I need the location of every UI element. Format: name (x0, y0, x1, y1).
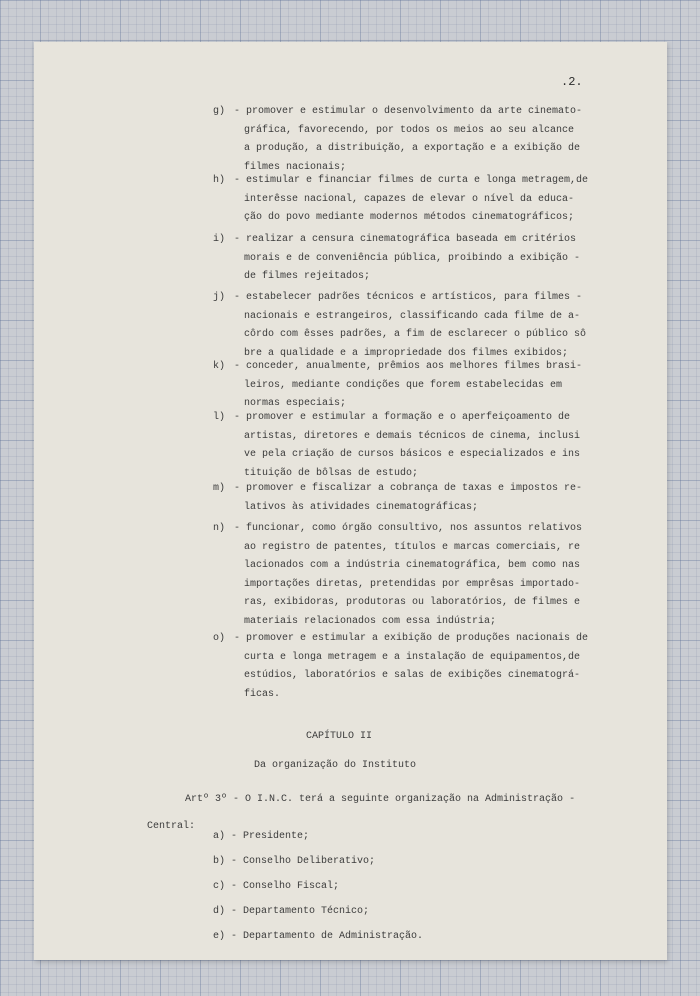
item-line: artistas, diretores e demais técnicos de cinema, inclusi (244, 430, 581, 442)
item-line: ve pela criação de cursos básicos e especializados e ins (244, 449, 581, 461)
item-line: lacionados com a indústria cinematográfica, bem como nas (244, 560, 581, 572)
item-line: tituição de bôlsas de estudo; (244, 467, 419, 479)
item-line: leiros, mediante condições que forem estabelecidas em (244, 379, 563, 391)
sub-item (213, 881, 339, 892)
chapter-subtitle: Da organização do Instituto (254, 760, 417, 771)
item-line: - realizar a censura cinematográfica baseada em critérios (234, 234, 577, 245)
item-line: importações diretas, pretendidas por emprêsas importado- (244, 578, 581, 590)
sub-item-letter: b) (213, 856, 226, 867)
item-letter: h) (213, 175, 226, 186)
sub-item (213, 856, 375, 867)
item-line: gráfica, favorecendo, por todos os meios ao seu alcance (244, 124, 575, 136)
item-line: - funcionar, como órgão consultivo, nos assuntos relativos (234, 523, 583, 534)
item-letter: k) (213, 361, 226, 372)
sub-item-letter: c) (213, 881, 226, 892)
item-line: filmes nacionais; (244, 161, 347, 173)
item-letter: o) (213, 633, 226, 644)
sub-item-text: - Conselho Deliberativo; (231, 856, 376, 867)
item-line: curta e longa metragem e a instalação de equipamentos,de (244, 651, 581, 663)
item-line: ficas. (244, 688, 281, 700)
item-letter: i) (213, 234, 226, 245)
item-line: ras, exibidoras, produtoras ou laboratórios, de filmes e (244, 597, 581, 609)
article-line-2: Central: (147, 821, 196, 832)
sub-item-text: - Departamento Técnico; (231, 906, 370, 917)
item-letter: j) (213, 292, 226, 303)
sub-item (213, 831, 309, 842)
item-line: normas especiais; (244, 398, 347, 410)
item-line: ção do povo mediante modernos métodos cinematográficos; (244, 212, 575, 224)
sub-item-text: - Presidente; (231, 831, 310, 842)
sub-item-letter: e) (213, 931, 226, 942)
sub-item-letter: d) (213, 906, 226, 917)
item-line: - promover e estimular a exibição de produções nacionais de (234, 633, 589, 644)
item-letter: n) (213, 523, 226, 534)
item-line: lativos às atividades cinematográficas; (244, 501, 479, 513)
item-line: - promover e estimular a formação e o aperfeiçoamento de (234, 412, 571, 423)
chapter-title: CAPÍTULO II (306, 731, 373, 742)
sub-item-letter: a) (213, 831, 226, 842)
item-line: nacionais e estrangeiros, classificando cada filme de a- (244, 310, 581, 322)
sub-item-text: - Conselho Fiscal; (231, 881, 340, 892)
document-page (34, 42, 667, 960)
item-line: materiais relacionados com essa indústria; (244, 616, 497, 627)
item-line: - promover e fiscalizar a cobrança de taxas e impostos re- (234, 483, 583, 494)
item-line: - conceder, anualmente, prêmios aos melhores filmes brasi- (234, 361, 583, 372)
sub-item (213, 931, 423, 942)
item-line: ao registro de patentes, títulos e marcas comerciais, re (244, 541, 581, 553)
item-line: estúdios, laboratórios e salas de exibições cinematográ- (244, 670, 581, 682)
item-line: de filmes rejeitados; (244, 271, 371, 283)
item-line: côrdo com êsses padrões, a fim de esclarecer o público sô (244, 329, 587, 341)
sub-item (213, 906, 369, 917)
item-line: - promover e estimular o desenvolvimento da arte cinemato- (234, 106, 583, 117)
item-line: interêsse nacional, capazes de elevar o nível da educa- (244, 193, 575, 205)
item-line: - estimular e financiar filmes de curta e longa metragem,de (234, 175, 589, 186)
item-letter: m) (213, 483, 226, 494)
article-line-1: Artº 3º - O I.N.C. terá a seguinte organização na Administração - (185, 794, 576, 805)
item-letter: l) (213, 412, 226, 423)
item-line: bre a qualidade e a impropriedade dos filmes exibidos; (244, 347, 569, 359)
item-letter: g) (213, 106, 226, 117)
sub-item-text: - Departamento de Administração. (231, 931, 424, 942)
item-line: morais e de conveniência pública, proibindo a exibição - (244, 252, 581, 264)
item-line: - estabelecer padrões técnicos e artísticos, para filmes - (234, 292, 583, 303)
page-number: .2. (561, 75, 583, 89)
item-line: a produção, a distribuição, a exportação e a exibição de (244, 143, 581, 155)
